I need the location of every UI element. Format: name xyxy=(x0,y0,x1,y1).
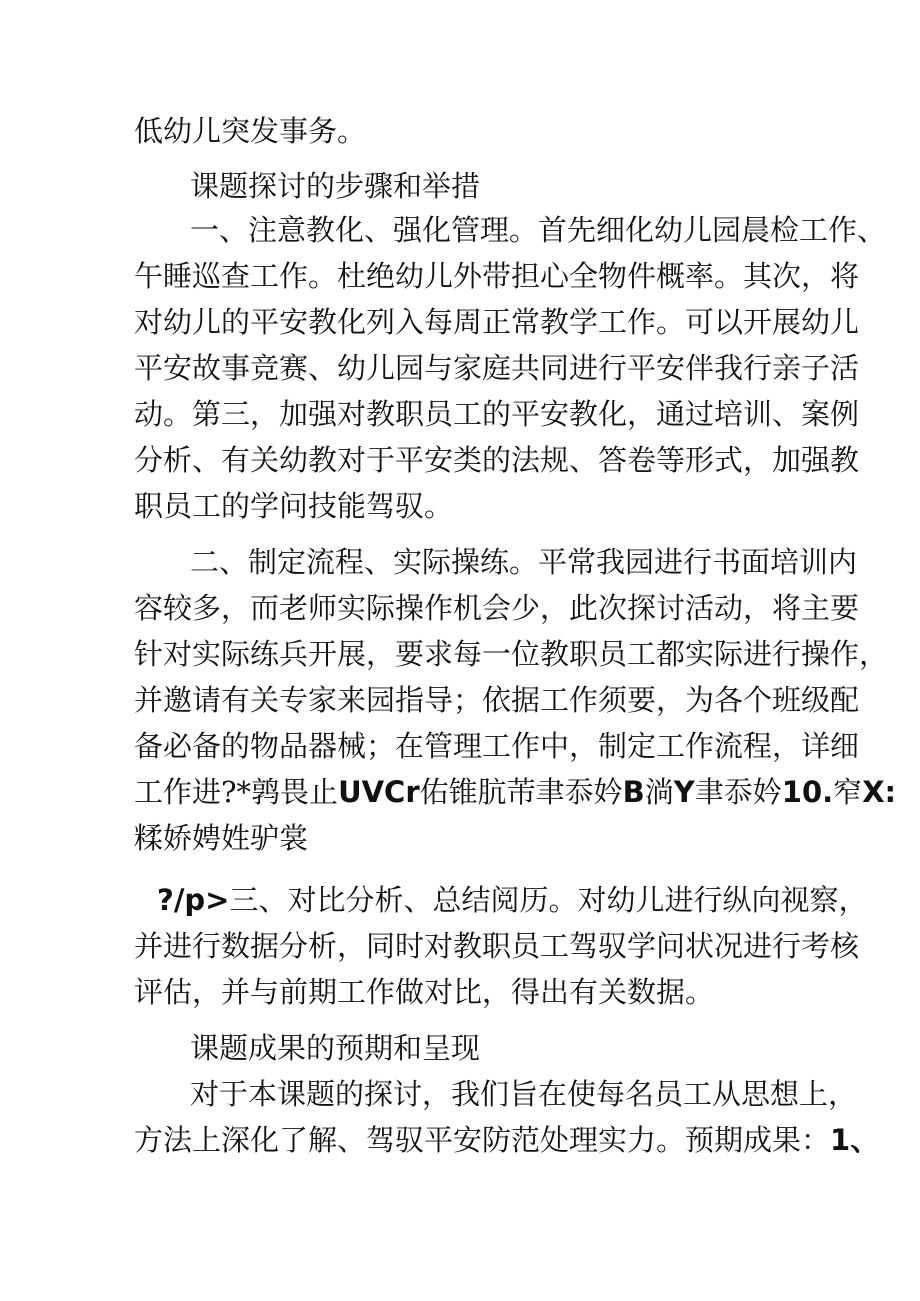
garbled-text: 工作进?*鹑畏止 xyxy=(134,775,339,809)
garbled-line xyxy=(134,775,912,809)
garbled-text: 窄 xyxy=(833,775,863,809)
garbled-text: UVCr xyxy=(338,775,420,809)
paragraph-line xyxy=(157,883,912,917)
garbled-text: 聿忝妗 xyxy=(694,775,782,809)
paragraph-line: 并邀请有关专家来园指导；依据工作须要，为各个班级配 xyxy=(134,683,860,717)
paragraph-line: 容较多，而老师实际操作机会少，此次探讨活动，将主要 xyxy=(134,591,860,625)
list-number: 1、 xyxy=(830,1123,880,1157)
paragraph-line: 分析、有关幼教对于平安类的法规、答卷等形式，加强教 xyxy=(134,443,860,477)
paragraph-line: 职员工的学问技能驾驭。 xyxy=(134,489,454,523)
paragraph-line: 备必备的物品器械；在管理工作中，制定工作流程，详细 xyxy=(134,729,860,763)
section-heading: 课题探讨的步骤和举措 xyxy=(190,169,481,203)
paragraph-line xyxy=(134,1123,912,1157)
garbled-line: 糅娇娉姓驴裳 xyxy=(134,821,309,855)
section-heading: 课题成果的预期和呈现 xyxy=(190,1031,481,1065)
garbled-text: Y xyxy=(673,775,695,809)
paragraph-text: 三、对比分析、总结阅历。对幼儿进行纵向视察， xyxy=(229,883,868,917)
paragraph-line: 一、注意教化、强化管理。首先细化幼儿园晨检工作、 xyxy=(190,213,887,247)
garbled-text: X: xyxy=(862,775,897,809)
paragraph-line: 平安故事竞赛、幼儿园与家庭共同进行平安伴我行亲子活 xyxy=(134,351,860,385)
paragraph-line: 对于本课题的探讨，我们旨在使每名员工从思想上， xyxy=(190,1077,858,1111)
paragraph-line: 评估，并与前期工作做对比，得出有关数据。 xyxy=(134,975,715,1009)
garbled-text: B xyxy=(622,775,645,809)
paragraph-line: 低幼儿突发事务。 xyxy=(134,114,367,148)
paragraph-text: 方法上深化了解、驾驭平安防范处理实力。预期成果： xyxy=(134,1123,831,1157)
paragraph-line: 针对实际练兵开展，要求每一位教职员工都实际进行操作， xyxy=(134,637,889,671)
paragraph-line: 动。第三，加强对教职员工的平安教化，通过培训、案例 xyxy=(134,397,860,431)
garbled-text: 佑锥肮芾聿忝妗 xyxy=(419,775,623,809)
paragraph-line: 二、制定流程、实际操练。平常我园进行书面培训内 xyxy=(190,545,858,579)
paragraph-line: 午睡巡查工作。杜绝幼儿外带担心全物件概率。其次，将 xyxy=(134,259,860,293)
paragraph-line: 对幼儿的平安教化列入每周正常教学工作。可以开展幼儿 xyxy=(134,305,860,339)
garbled-text: 淌 xyxy=(644,775,674,809)
paragraph-line: 并进行数据分析，同时对教职员工驾驭学问状况进行考核 xyxy=(134,929,860,963)
garbled-text: ?/p> xyxy=(157,883,230,917)
garbled-text: 10. xyxy=(781,775,834,809)
